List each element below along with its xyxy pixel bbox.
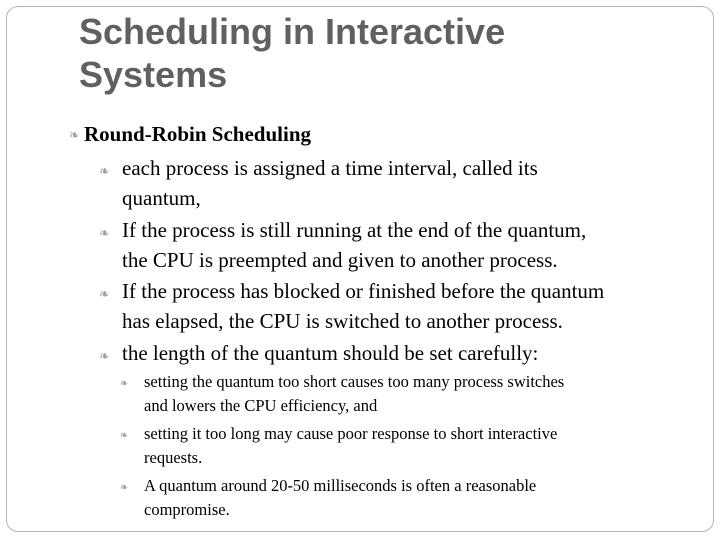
bullet-text-line-1: If the process is still running at the end of the quantum, <box>122 218 587 242</box>
bullet-quantum-assigned <box>99 153 687 213</box>
bullet-icon: ❧ <box>120 428 129 442</box>
sub-bullet-text-line-1: A quantum around 20-50 milliseconds is often a reasonable <box>144 476 537 495</box>
bullet-text-line-1: If the process has blocked or finished before the quantum <box>122 279 605 303</box>
sub-bullet-text-line-2: and lowers the CPU efficiency, and <box>144 396 378 415</box>
bullet-icon: ❧ <box>120 376 129 390</box>
sub-bullet-text-line-1: setting the quantum too short causes too many process switches <box>144 372 565 391</box>
bullet-text-line-1: each process is assigned a time interval, called its <box>122 156 538 180</box>
bullet-icon: ❧ <box>99 162 110 180</box>
bullet-round-robin <box>69 121 312 147</box>
sub-bullet-text-line-2: requests. <box>144 448 203 467</box>
title-line-2: Systems <box>79 54 228 95</box>
title-line-1: Scheduling in Interactive <box>79 11 506 52</box>
bullet-text-line-2: the CPU is preempted and given to another process. <box>122 248 558 272</box>
bullet-text-line-1: the length of the quantum should be set carefully: <box>122 341 539 365</box>
bullet-icon: ❧ <box>69 126 80 144</box>
bullet-blocked-finished <box>99 276 687 336</box>
sub-bullet-reasonable <box>120 474 684 522</box>
sub-bullet-text-line-1: setting it too long may cause poor response to short interactive <box>144 424 558 443</box>
bullet-text-line-2: has elapsed, the CPU is switched to another process. <box>122 309 563 333</box>
bullet-text: Round-Robin Scheduling <box>84 122 312 146</box>
bullet-icon: ❧ <box>120 480 129 494</box>
bullet-length-quantum <box>99 338 687 368</box>
bullet-still-running <box>99 215 687 275</box>
bullet-icon: ❧ <box>99 285 110 303</box>
bullet-text-line-2: quantum, <box>122 186 201 210</box>
bullet-icon: ❧ <box>99 347 110 365</box>
sub-bullet-too-long <box>120 422 684 470</box>
sub-bullet-too-short <box>120 370 684 418</box>
sub-bullet-text-line-2: compromise. <box>144 500 230 519</box>
slide-title <box>79 10 679 96</box>
bullet-icon: ❧ <box>99 224 110 242</box>
